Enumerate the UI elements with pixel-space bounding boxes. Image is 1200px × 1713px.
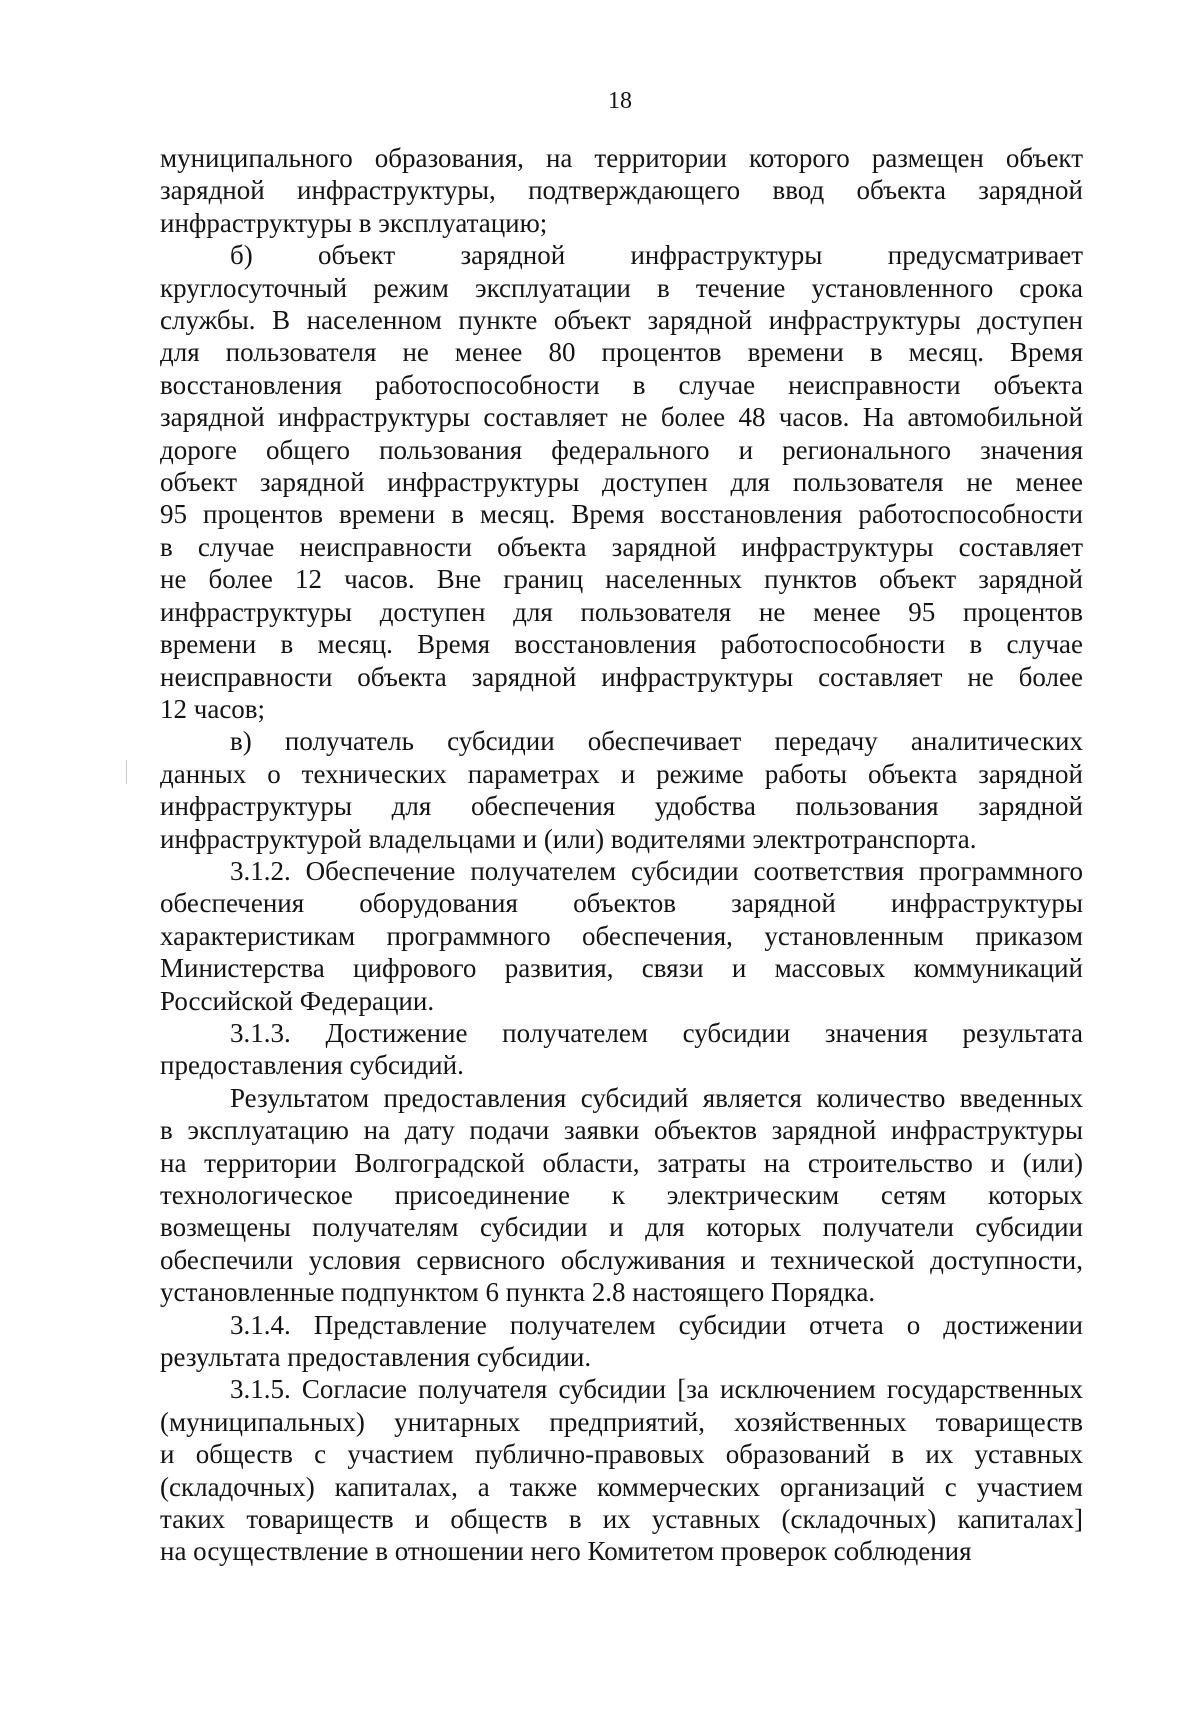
text-line: для пользователя не менее 80 процентов времени в месяц. Время bbox=[160, 337, 1083, 368]
text-line: не более 12 часов. Вне границ населенных пунктов объект зарядной bbox=[160, 564, 1083, 595]
text-line: 95 процентов времени в месяц. Время восстановления работоспособности bbox=[160, 499, 1083, 530]
text-line: в) получатель субсидии обеспечивает передачу аналитических bbox=[230, 726, 1083, 757]
text-line: данных о технических параметрах и режиме работы объекта зарядной bbox=[160, 758, 1083, 789]
text-line: в случае неисправности объекта зарядной инфраструктуры составляет bbox=[160, 531, 1083, 562]
paragraph-p6 bbox=[160, 1309, 1083, 1374]
text-line: в эксплуатацию на дату подачи заявки объектов зарядной инфраструктуры bbox=[160, 1115, 1083, 1146]
text-line: на осуществление в отношении него Комитетом проверок соблюдения bbox=[160, 1536, 972, 1567]
text-line: круглосуточный режим эксплуатации в течение установленного срока bbox=[160, 272, 1083, 303]
text-line: службы. В населенном пункте объект зарядной инфраструктуры доступен bbox=[160, 305, 1083, 336]
text-line: возмещены получателям субсидии и для которых получатели субсидии bbox=[160, 1212, 1083, 1243]
text-line: (складочных) капиталах, а также коммерческих организаций с участием bbox=[160, 1471, 1083, 1502]
text-line: инфраструктуры доступен для пользователя не менее 95 процентов bbox=[160, 596, 1083, 627]
paragraph-p7 bbox=[160, 1373, 1083, 1567]
text-line: предоставления субсидий. bbox=[160, 1050, 464, 1081]
text-line: Министерства цифрового развития, связи и массовых коммуникаций bbox=[160, 953, 1083, 984]
text-line: б) объект зарядной инфраструктуры предусматривает bbox=[230, 240, 1083, 271]
text-line: характеристикам программного обеспечения, установленным приказом bbox=[160, 920, 1083, 951]
text-line: времени в месяц. Время восстановления работоспособности в случае bbox=[160, 629, 1083, 660]
text-line: Результатом предоставления субсидий является количество введенных bbox=[230, 1082, 1083, 1113]
text-line: зарядной инфраструктуры, подтверждающего ввод объекта зарядной bbox=[160, 175, 1083, 206]
text-line: (муниципальных) унитарных предприятий, хозяйственных товариществ bbox=[160, 1406, 1083, 1437]
text-line: Российской Федерации. bbox=[160, 985, 435, 1016]
text-line: обеспечения оборудования объектов зарядной инфраструктуры bbox=[160, 888, 1083, 919]
text-line: на территории Волгоградской области, затраты на строительство и (или) bbox=[160, 1147, 1083, 1178]
text-line: дороге общего пользования федерального и регионального значения bbox=[160, 434, 1083, 465]
text-line: результата предоставления субсидии. bbox=[160, 1342, 592, 1373]
text-line: неисправности объекта зарядной инфраструктуры составляет не более bbox=[160, 661, 1083, 692]
paragraph-p2 bbox=[160, 725, 1083, 855]
document-body bbox=[160, 142, 1083, 1568]
text-line: объект зарядной инфраструктуры доступен для пользователя не менее bbox=[160, 467, 1083, 498]
text-line: 3.1.5. Согласие получателя субсидии [за исключением государственных bbox=[230, 1374, 1083, 1405]
text-line: инфраструктурой владельцами и (или) водителями электротранспорта. bbox=[160, 823, 977, 854]
paragraph-p0 bbox=[160, 142, 1083, 239]
text-line: 3.1.4. Представление получателем субсидии отчета о достижении bbox=[230, 1309, 1083, 1340]
page-number: 18 bbox=[608, 88, 632, 114]
paragraph-p5 bbox=[160, 1082, 1083, 1309]
text-line: и обществ с участием публично-правовых образований в их уставных bbox=[160, 1439, 1083, 1470]
text-line: установленные подпунктом 6 пункта 2.8 настоящего Порядка. bbox=[160, 1277, 876, 1308]
text-line: инфраструктуры для обеспечения удобства пользования зарядной bbox=[160, 791, 1083, 822]
text-line: 3.1.2. Обеспечение получателем субсидии соответствия программного bbox=[230, 855, 1083, 886]
paragraph-p1 bbox=[160, 239, 1083, 725]
text-line: муниципального образования, на территории которого размещен объект bbox=[160, 143, 1083, 173]
text-line: 3.1.3. Достижение получателем субсидии значения результата bbox=[230, 1017, 1083, 1048]
text-line: обеспечили условия сервисного обслуживания и технической доступности, bbox=[160, 1244, 1083, 1275]
scan-margin-mark bbox=[126, 760, 127, 784]
text-line: технологическое присоединение к электрическим сетям которых bbox=[160, 1180, 1083, 1210]
text-line: зарядной инфраструктуры составляет не более 48 часов. На автомобильной bbox=[160, 402, 1083, 433]
text-line: 12 часов; bbox=[160, 693, 266, 724]
text-line: инфраструктуры в эксплуатацию; bbox=[160, 207, 548, 238]
paragraph-p4 bbox=[160, 1017, 1083, 1082]
paragraph-p3 bbox=[160, 855, 1083, 1017]
text-line: восстановления работоспособности в случае неисправности объекта bbox=[160, 369, 1083, 400]
text-line: таких товариществ и обществ в их уставных (складочных) капиталах] bbox=[160, 1504, 1083, 1535]
